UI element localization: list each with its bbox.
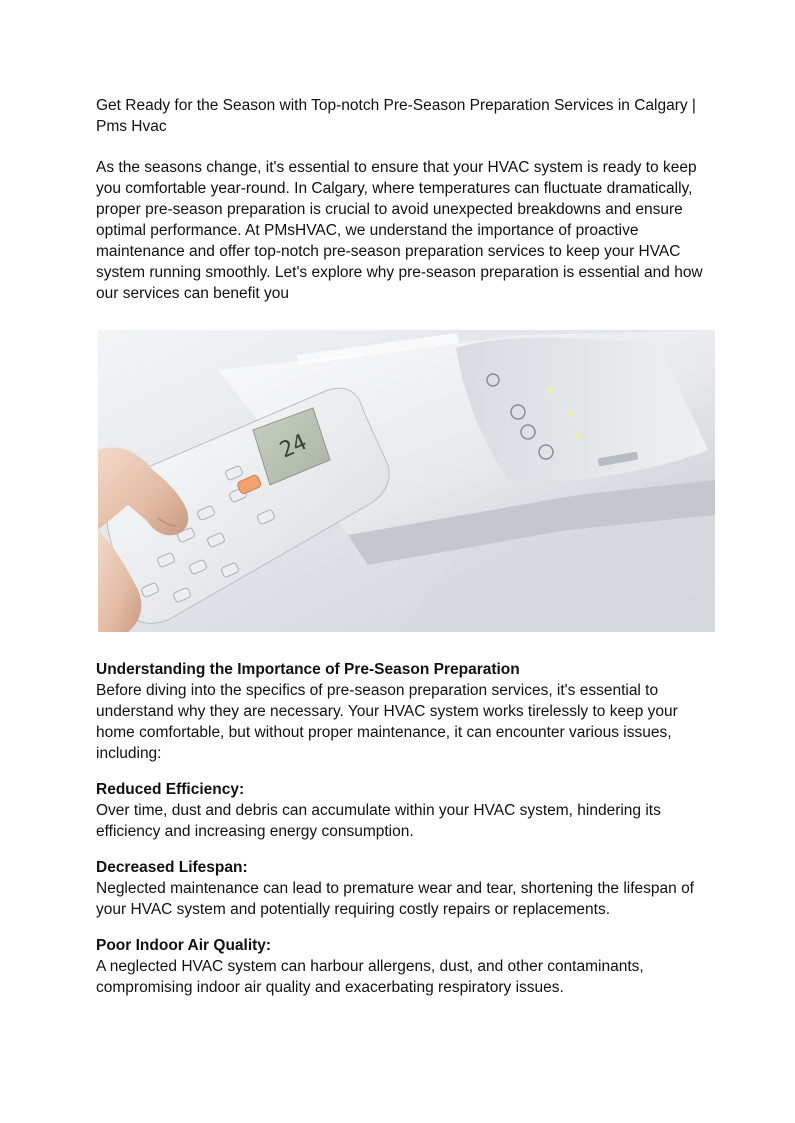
section-body: Over time, dust and debris can accumulate within your HVAC system, hindering its efficiency and increasing energy consumption. — [96, 802, 661, 840]
section-body: A neglected HVAC system can harbour allergens, dust, and other contaminants, compromising indoor air quality and exacerbating respiratory issues. — [96, 958, 644, 996]
section-heading: Decreased Lifespan: — [96, 859, 248, 876]
section-heading: Reduced Efficiency: — [96, 781, 245, 798]
section-decreased-lifespan — [96, 857, 716, 920]
section-importance — [96, 659, 716, 764]
intro-paragraph: As the seasons change, it's essential to ensure that your HVAC system is ready to keep you comfortable year-round. In Calgary, where temperatures can fluctuate dramatically, proper pre-season preparation is crucial to avoid unexpected breakdowns and ensure optimal performance. At PMsHVAC, we understand the importance of proactive maintenance and offer top-notch pre-season preparation services to keep your HVAC system running smoothly. Let's explore why pre-season preparation is essential and how our services can benefit you — [96, 159, 703, 302]
section-reduced-efficiency — [96, 779, 716, 842]
section-body: Before diving into the specifics of pre-season preparation services, it's essential to understand why they are necessary. Your HVAC system works tirelessly to keep your home comfortable, but without proper maintenance, it can encounter various issues, including: — [96, 682, 678, 762]
photo-illustration — [98, 330, 715, 632]
hvac-remote-photo — [98, 330, 715, 632]
section-heading: Understanding the Importance of Pre-Season Preparation — [96, 661, 520, 678]
section-indoor-air-quality — [96, 935, 716, 998]
document-page — [96, 95, 716, 998]
document-title: Get Ready for the Season with Top-notch Pre-Season Preparation Services in Calgary | Pms Hvac — [96, 97, 696, 135]
lcd-display-value: 24 — [276, 429, 311, 464]
section-heading: Poor Indoor Air Quality: — [96, 937, 272, 954]
section-body: Neglected maintenance can lead to premature wear and tear, shortening the lifespan of your HVAC system and potentially requiring costly repairs or replacements. — [96, 880, 694, 918]
